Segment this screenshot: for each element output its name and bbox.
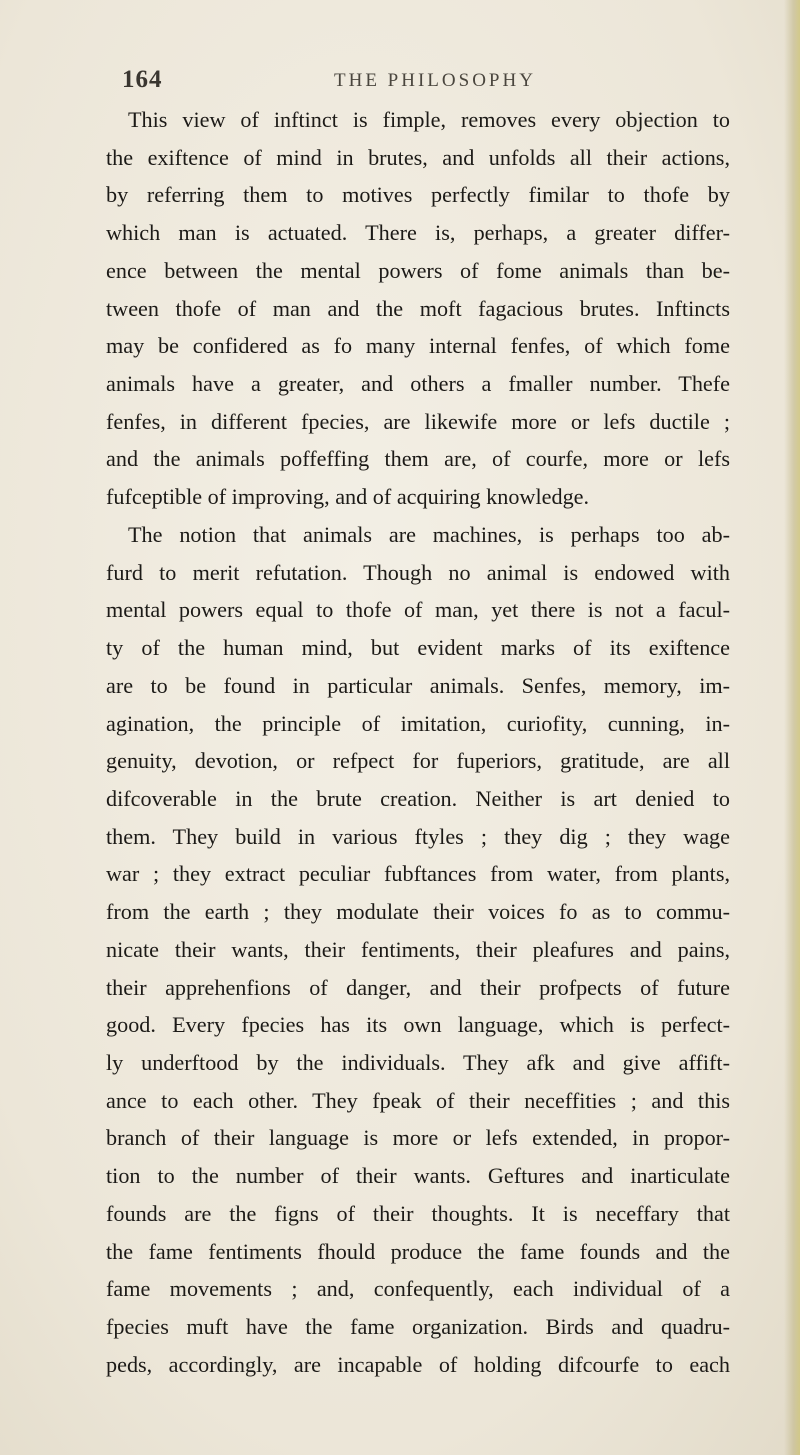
text-line: difcoverable in the brute creation. Neither is art denied to xyxy=(106,785,730,811)
text-line: fame movements ; and, confequently, each individual of a xyxy=(106,1276,730,1302)
text-line: are to be found in particular animals. Senfes, memory, im- xyxy=(106,672,730,698)
running-title: THE PHILOSOPHY xyxy=(334,70,536,91)
text-line: The notion that animals are machines, is perhaps too ab- xyxy=(128,521,730,547)
text-line: them. They build in various ftyles ; they dig ; they wage xyxy=(106,823,730,849)
text-line: their apprehenfions of danger, and their profpects of future xyxy=(106,974,730,1000)
text-line: war ; they extract peculiar fubftances from water, from plants, xyxy=(106,861,730,887)
text-line: tween thofe of man and the moft fagacious brutes. Inftincts xyxy=(106,295,730,321)
page-number: 164 xyxy=(122,66,163,93)
text-line: nicate their wants, their fentiments, their pleafures and pains, xyxy=(106,936,730,962)
text-line: fpecies muft have the fame organization. Birds and quadru- xyxy=(106,1314,730,1339)
text-line: may be confidered as fo many internal fenfes, of which fome xyxy=(106,333,730,359)
text-line: ance to each other. They fpeak of their neceffities ; and this xyxy=(106,1087,730,1113)
text-line: agination, the principle of imitation, curiofity, cunning, in- xyxy=(106,710,730,736)
text-line: fenfes, in different fpecies, are likewife more or lefs ductile ; xyxy=(106,408,730,434)
text-line: ence between the mental powers of fome animals than be- xyxy=(106,257,730,283)
text-line: ty of the human mind, but evident marks of its exiftence xyxy=(106,635,730,661)
text-line: which man is actuated. There is, perhaps, a greater differ- xyxy=(106,220,730,246)
text-line: genuity, devotion, or refpect for fuperiors, gratitude, are all xyxy=(106,748,730,774)
text-line: from the earth ; they modulate their voices fo as to commu- xyxy=(106,899,730,925)
text-line: and the animals poffeffing them are, of courfe, more or lefs xyxy=(106,446,730,472)
text-line: the exiftence of mind in brutes, and unfolds all their actions, xyxy=(106,144,730,170)
text-line: fufceptible of improving, and of acquiring knowledge. xyxy=(106,484,590,510)
body-text xyxy=(106,101,730,1383)
text-line: branch of their language is more or lefs extended, in propor- xyxy=(106,1125,730,1151)
text-line: founds are the figns of their thoughts. It is neceffary that xyxy=(106,1200,730,1226)
text-line: the fame fentiments fhould produce the fame founds and the xyxy=(106,1238,730,1264)
text-line: by referring them to motives perfectly fimilar to thofe by xyxy=(106,182,730,208)
text-line: This view of inftinct is fimple, removes every objection to xyxy=(128,107,730,132)
running-head xyxy=(120,66,720,100)
text-line: peds, accordingly, are incapable of holding difcourfe to each xyxy=(106,1351,730,1377)
text-line: good. Every fpecies has its own language, which is perfect- xyxy=(106,1012,730,1038)
text-line: animals have a greater, and others a fmaller number. Thefe xyxy=(106,371,730,397)
text-line: furd to merit refutation. Though no animal is endowed with xyxy=(106,559,730,585)
text-line: ly underftood by the individuals. They afk and give affift- xyxy=(106,1049,730,1075)
page-edge-shadow xyxy=(784,0,800,1455)
text-line: mental powers equal to thofe of man, yet there is not a facul- xyxy=(106,597,730,623)
text-line: tion to the number of their wants. Geftures and inarticulate xyxy=(106,1163,730,1189)
